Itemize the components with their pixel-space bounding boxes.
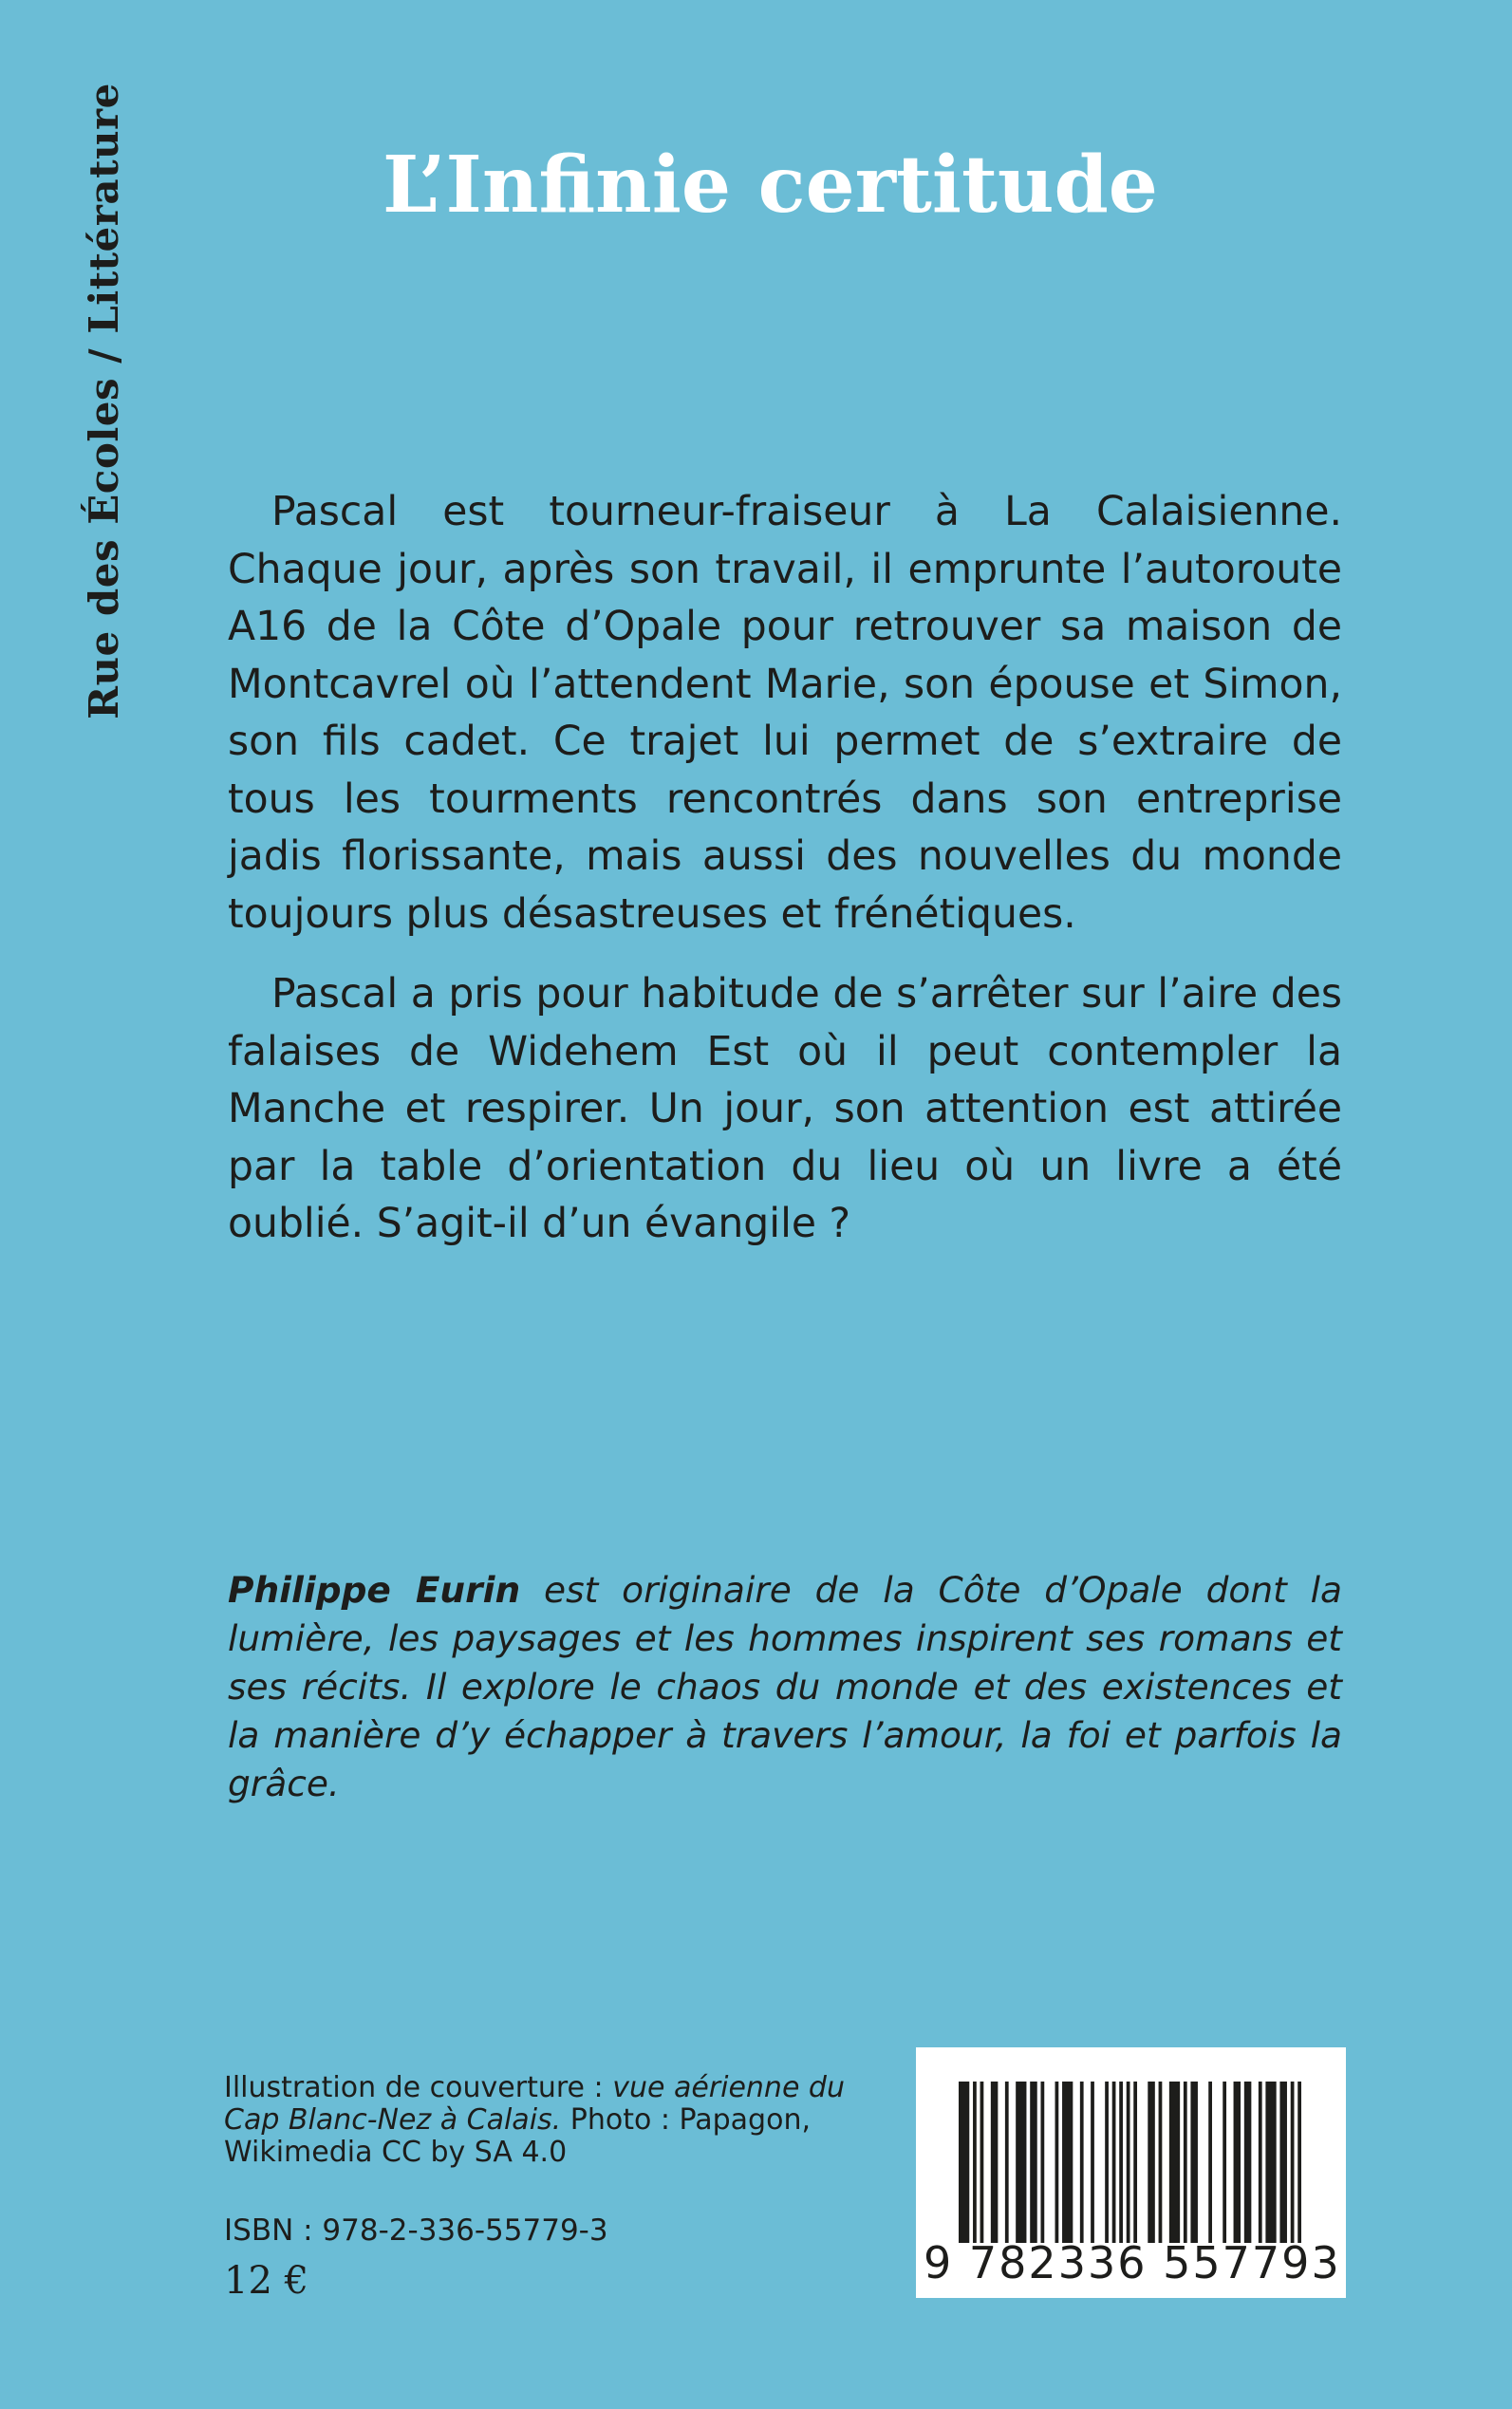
barcode-bar — [1030, 2082, 1037, 2243]
barcode-bar — [973, 2082, 977, 2243]
author-bio-text: est originaire de la Côte d’Opale dont la lumière, les paysages et les hommes inspirent ses romans et ses récits. Il explore le chaos du monde et des existences et la manière d’y échapper à travers l’amour, la foi et parfois la grâce. — [228, 1569, 1343, 1804]
barcode-bar — [1112, 2082, 1116, 2243]
price-label: 12 € — [224, 2259, 309, 2303]
barcode-bar — [1040, 2082, 1044, 2243]
barcode-bar — [1127, 2082, 1130, 2243]
barcode — [916, 2047, 1346, 2298]
author-bio — [228, 1566, 1342, 1808]
barcode-bar — [1119, 2082, 1123, 2243]
barcode-bar — [1148, 2082, 1155, 2243]
barcode-bar — [1105, 2082, 1109, 2243]
barcode-bar — [1265, 2082, 1276, 2243]
credits-caption: vue aérienne du Cap Blanc-Nez à Calais. — [224, 2071, 845, 2137]
barcode-digits: 9 782336 557793 — [924, 2237, 1341, 2288]
book-title: L’Infinie certitude — [383, 140, 1158, 231]
barcode-bar — [1234, 2082, 1241, 2243]
barcode-bar — [1291, 2082, 1295, 2243]
barcode-bar — [1133, 2082, 1137, 2243]
barcode-bar — [1159, 2082, 1163, 2243]
barcode-bar — [1279, 2082, 1287, 2243]
author-name: Philippe Eurin — [228, 1569, 521, 1611]
barcode-bar — [1259, 2082, 1262, 2243]
barcode-bar — [1244, 2082, 1252, 2243]
summary-paragraph-2: Pascal a pris pour habitude de s’arrêter sur l’aire des falaises de Widehem Est où il peut contempler la Manche et respirer. Un jour, son attention est attirée par la table d’orientation du lieu où un livre a été oublié. S’agit-il d’un évangile ? — [228, 971, 1342, 1247]
barcode-bar — [1297, 2082, 1301, 2243]
barcode-bar — [959, 2082, 969, 2243]
credits-prefix: Illustration de couverture : — [224, 2071, 613, 2104]
barcode-bar — [1055, 2082, 1059, 2243]
credits-photo: Photo : Papagon, Wikimedia CC by SA 4.0 — [224, 2103, 811, 2169]
book-summary — [228, 484, 1342, 1277]
barcode-bar — [1208, 2082, 1212, 2243]
barcode-bar — [1005, 2082, 1009, 2243]
barcode-bar — [991, 2082, 999, 2243]
summary-paragraph-1: Pascal est tourneur-fraiseur à La Calaisienne. Chaque jour, après son travail, il emprunte l’autoroute A16 de la Côte d’Opale pour retrouver sa maison de Montcavrel où l’attendent Marie, son épouse et Simon, son fils cadet. Ce trajet lui permet de s’extraire de tous les tourments rencontrés dans son entreprise jadis florissante, mais aussi des nouvelles du monde toujours plus désastreuses et frénétiques. — [228, 489, 1342, 938]
barcode-bar — [1080, 2082, 1084, 2243]
barcode-bar — [1091, 2082, 1094, 2243]
barcode-bars — [959, 2082, 1301, 2243]
barcode-bar — [980, 2082, 984, 2243]
barcode-bar — [1016, 2082, 1026, 2243]
barcode-bar — [1169, 2082, 1180, 2243]
barcode-bar — [1184, 2082, 1187, 2243]
barcode-bar — [1062, 2082, 1073, 2243]
isbn-number: ISBN : 978-2-336-55779-3 — [224, 2213, 608, 2248]
barcode-bar — [1223, 2082, 1226, 2243]
cover-credits — [224, 2072, 888, 2169]
collection-name: Rue des Écoles / Littérature — [80, 82, 127, 719]
barcode-bar — [1190, 2082, 1198, 2243]
